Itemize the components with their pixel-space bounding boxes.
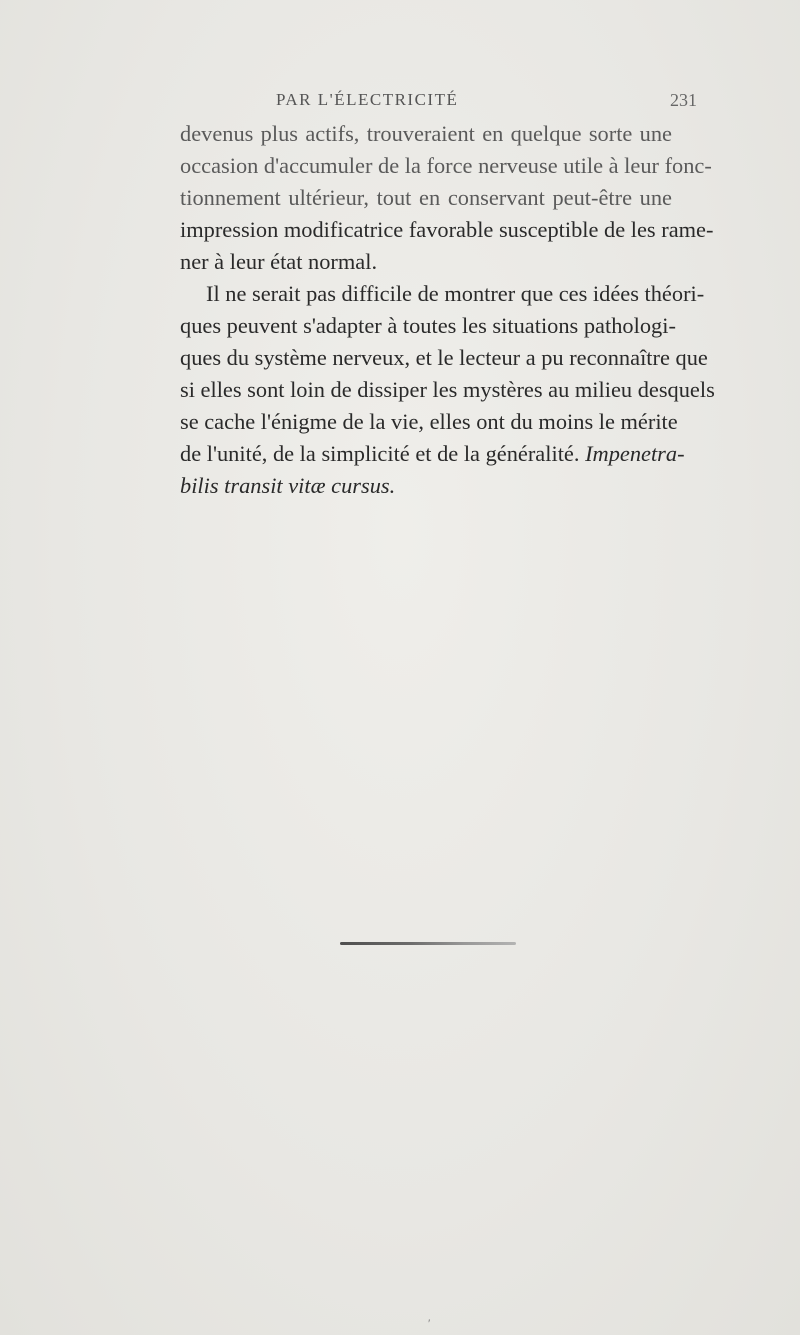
text-line: si elles sont loin de dissiper les mystères au milieu desquels	[180, 377, 715, 402]
running-head-title: PAR L'ÉLECTRICITÉ	[276, 90, 459, 109]
text-line: impression modificatrice favorable susceptible de les rame-	[180, 217, 714, 242]
scan-mark: ′	[428, 1316, 431, 1330]
running-head	[0, 90, 800, 120]
text-segment: de l'unité, de la simplicité et de la généralité.	[180, 441, 580, 466]
text-line: se cache l'énigme de la vie, elles ont du moins le mérite	[180, 409, 678, 434]
text-line: occasion d'accumuler de la force nerveuse utile à leur fonc-	[180, 153, 712, 178]
text-line: ner à leur état normal.	[180, 249, 378, 274]
text-line: ques peuvent s'adapter à toutes les situations pathologi-	[180, 313, 676, 338]
text-line: Il ne serait pas difficile de montrer que ces idées théori-	[206, 281, 705, 306]
text-line: tionnement ultérieur, tout en conservant peut-être une	[180, 185, 672, 210]
body-text	[180, 118, 715, 502]
end-rule-divider	[340, 942, 516, 945]
latin-quote-end: bilis transit vitæ cursus.	[180, 473, 396, 498]
text-line: ques du système nerveux, et le lecteur a pu reconnaître que	[180, 345, 708, 370]
latin-quote-start: Impenetra-	[585, 441, 685, 466]
text-line: devenus plus actifs, trouveraient en quelque sorte une	[180, 121, 672, 146]
text-line-with-quote	[180, 438, 685, 470]
page-number: 231	[670, 90, 697, 110]
